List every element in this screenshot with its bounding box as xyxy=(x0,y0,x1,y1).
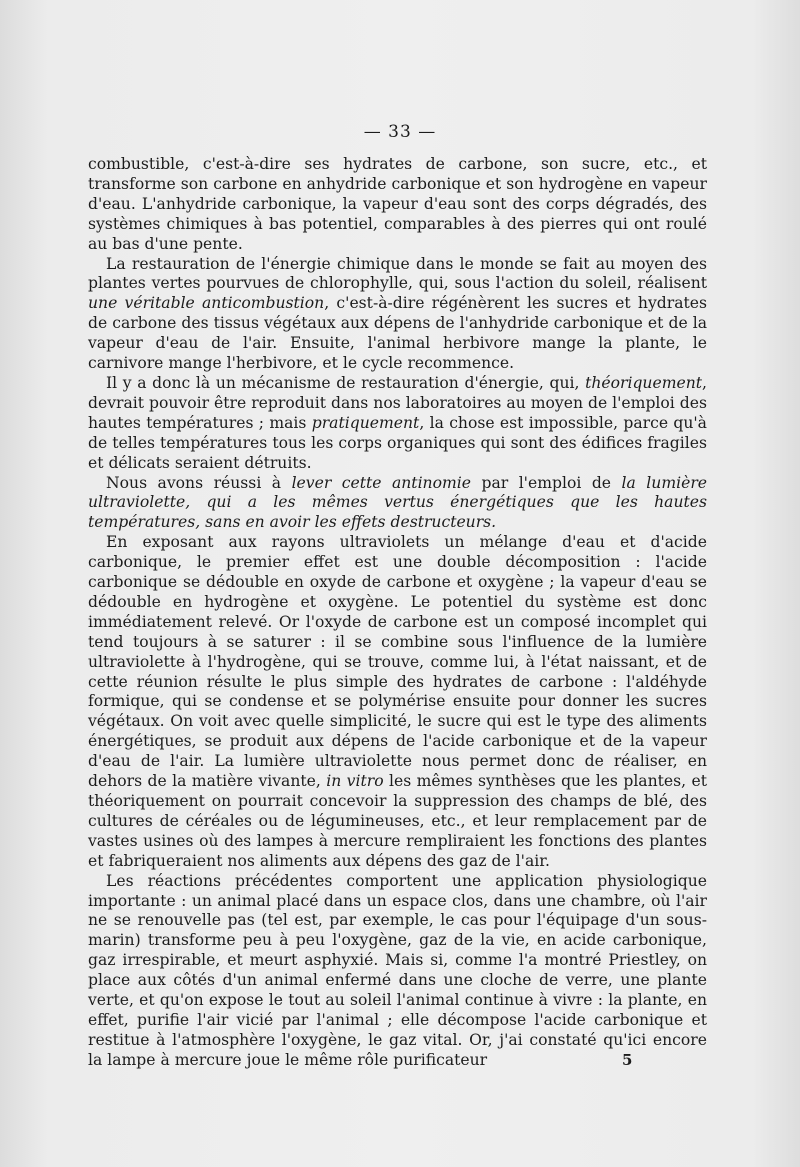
text-run: par l'emploi de xyxy=(471,473,622,492)
text-run: , la chose est impossible, parce qu'à de telles températures tous les corps organiques qui sont des édifices fragiles et délicats seraient détruits. xyxy=(88,413,707,472)
italic-text: théoriquement xyxy=(585,373,703,392)
text-run: La restauration de l'énergie chimique dans le monde se fait au moyen des plantes vertes pourvues de chlorophylle, qui, sous l'action du soleil, réalisent xyxy=(88,254,707,293)
text-run: , c'est-à-dire régénèrent les sucres et hydrates de carbone des tissus végétaux aux dépens de l'anhydride carbonique et de la vapeur d'eau de l'air. Ensuite, l'animal herbivore mange la plante, le carnivore mange l'herbivore, et le cycle recommence. xyxy=(88,294,707,373)
paragraph xyxy=(88,474,707,534)
text-run: En exposant aux rayons ultraviolets un mélange d'eau et d'acide carbonique, le premier effet est une double décomposition : l'acide carbonique se dédouble en oxyde de carbone et oxygène ; la vapeur d'eau se dédouble en hydrogène et oxygène. Le potentiel du système est donc immédiatement relevé. Or l'oxyde de carbone est un composé incomplet qui tend toujours à se saturer : il se combine sous l'influence de la lumière ultraviolette à l'hydrogène, qui se trouve, comme lui, à l'état naissant, et de cette réunion résulte le plus simple des hydrates de carbone : l'aldéhyde formique, qui se condense et se polymérise ensuite pour donner les sucres végétaux. On voit avec quelle simplicité, le sucre qui est le type des aliments énergétiques, se produit aux dépens de l'acide carbonique et de la vapeur d'eau de l'air. La lumière ultraviolette nous permet donc de réaliser, en dehors de la matière vivante, xyxy=(88,533,707,791)
body-text xyxy=(88,155,707,1071)
paragraph xyxy=(88,872,707,1071)
text-run: Nous avons réussi à xyxy=(106,473,292,492)
signature-mark: 5 xyxy=(622,1051,633,1069)
text-run: Il y a donc là un mécanisme de restauration d'énergie, qui, xyxy=(106,373,586,392)
page-number: — 33 — xyxy=(363,122,437,142)
paragraph xyxy=(88,374,707,474)
italic-text: lever cette antinomie xyxy=(291,473,471,492)
paragraph xyxy=(88,155,707,255)
text-run: combustible, c'est-à-dire ses hydrates de carbone, son sucre, etc., et transforme son carbone en anhydride carbonique et son hydrogène en vapeur d'eau. L'anhydride carbonique, la vapeur d'eau sont des corps dégradés, des systèmes chimiques à bas potentiel, comparables à des pierres qui ont roulé au bas d'une pente. xyxy=(88,155,707,253)
text-run: , devrait pouvoir être reproduit dans nos laboratoires au moyen de l'emploi des hautes températures ; mais xyxy=(88,373,707,432)
paragraph xyxy=(88,255,707,374)
paragraph xyxy=(88,533,707,871)
italic-text: une véritable anticombustion xyxy=(88,294,325,313)
italic-text: in vitro xyxy=(326,772,384,791)
italic-text: la lumière ultraviolette, qui a les mêmes vertus énergétiques que les hautes températures, sans en avoir les effets destructeurs. xyxy=(88,473,707,532)
text-run: les mêmes synthèses que les plantes, et théoriquement on pourrait concevoir la suppression des champs de blé, des cultures de céréales ou de légumineuses, etc., et leur remplacement par de vastes usines où des lampes à mercure rempliraient les fonctions des plantes et fabriqueraient nos aliments aux dépens des gaz de l'air. xyxy=(88,772,707,870)
text-run: Les réactions précédentes comportent une application physiologique importante : un animal placé dans un espace clos, dans une chambre, où l'air ne se renouvelle pas (tel est, par exemple, le cas pour l'équipage d'un sous-marin) transforme peu à peu l'oxygène, gaz de la vie, en acide carbonique, gaz irrespirable, et meurt asphyxié. Mais si, comme l'a montré Priestley, on place aux côtés d'un animal enfermé dans une cloche de verre, une plante verte, et qu'on expose le tout au soleil l'animal continue à vivre : la plante, en effet, purifie l'air vicié par l'animal ; elle décompose l'acide carbonique et restitue à l'atmosphère l'oxygène, le gaz vital. Or, j'ai constaté qu'ici encore la lampe à mercure joue le même rôle purificateur xyxy=(88,871,707,1069)
italic-text: pratiquement xyxy=(311,413,420,432)
